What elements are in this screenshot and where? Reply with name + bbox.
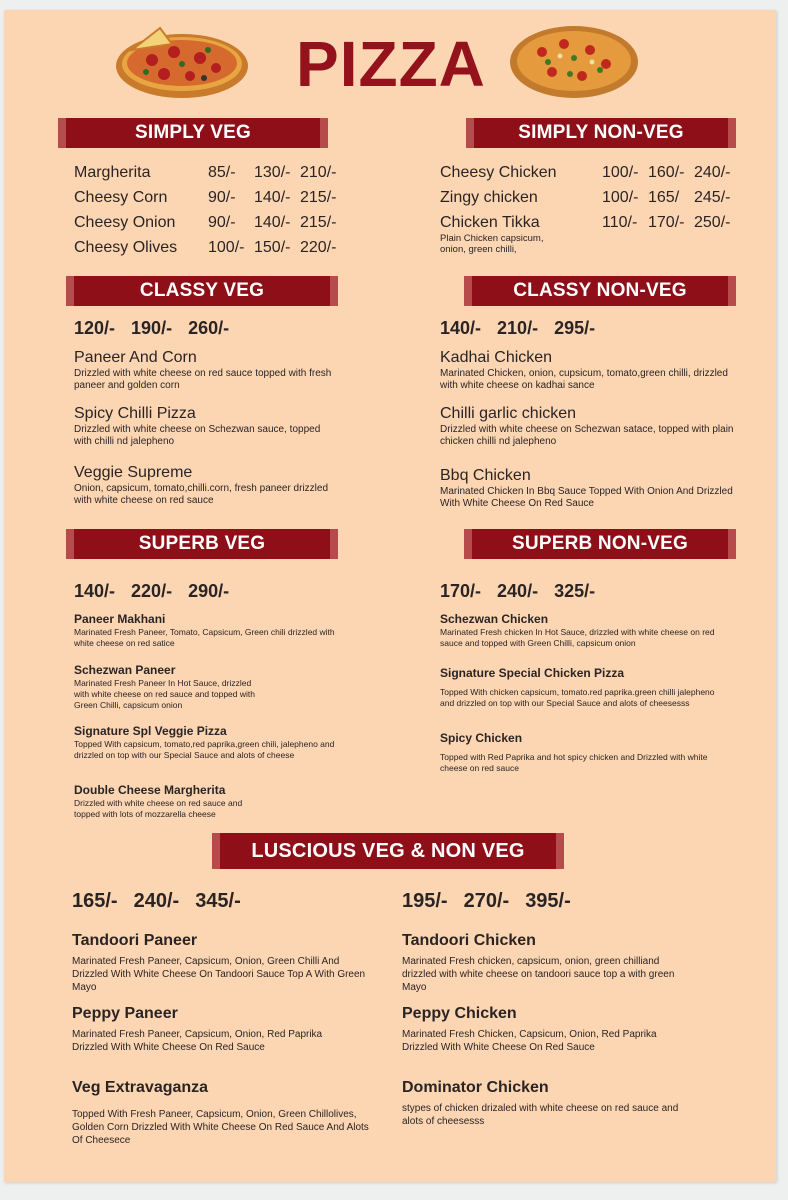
price-small: 90/- bbox=[208, 214, 236, 231]
classy-veg-item bbox=[74, 348, 364, 392]
superb-nonveg-item bbox=[440, 666, 715, 709]
item-name: Zingy chicken bbox=[440, 189, 538, 206]
item-description: Marinated Fresh Paneer, Tomato, Capsicum, Green chili drizzled with white cheese on red satice bbox=[74, 627, 335, 648]
price-medium: 165/ bbox=[648, 189, 680, 206]
luscious-nonveg-item bbox=[402, 1004, 687, 1054]
price-medium: 190/- bbox=[131, 318, 173, 338]
classy-veg-item bbox=[74, 404, 334, 448]
price-medium: 150/- bbox=[254, 239, 291, 256]
item-name: Veg Extravaganza bbox=[72, 1079, 209, 1096]
section-banner-simply-veg: SIMPLY VEG bbox=[58, 118, 328, 148]
superb-nonveg-prices bbox=[440, 581, 595, 602]
item-name: Spicy Chilli Pizza bbox=[74, 405, 196, 422]
item-description: Drizzled with white cheese on Schezwan satace, topped with plain chicken chilli nd jalepheno bbox=[440, 424, 734, 447]
item-name: Signature Special Chicken Pizza bbox=[440, 666, 625, 680]
price-large: 210/- bbox=[300, 164, 337, 181]
item-name: Dominator Chicken bbox=[402, 1079, 549, 1096]
price-large: 220/- bbox=[300, 239, 337, 256]
item-name: Paneer Makhani bbox=[74, 612, 166, 626]
price-medium: 140/- bbox=[254, 189, 291, 206]
item-name: Tandoori Paneer bbox=[72, 932, 198, 949]
price-large: 240/- bbox=[694, 164, 731, 181]
classy-veg-item bbox=[74, 463, 344, 507]
pizza-image-left bbox=[112, 22, 252, 102]
item-name: Margherita bbox=[74, 164, 151, 181]
price-large: 250/- bbox=[694, 214, 731, 231]
price-small: 110/- bbox=[602, 214, 638, 231]
superb-nonveg-item bbox=[440, 612, 715, 649]
luscious-veg-prices bbox=[72, 890, 241, 913]
price-small: 140/- bbox=[74, 581, 116, 601]
item-name: Chicken Tikka bbox=[440, 214, 540, 231]
price-large: 290/- bbox=[188, 581, 230, 601]
price-small: 140/- bbox=[440, 318, 482, 338]
price-small: 100/- bbox=[602, 189, 639, 206]
price-large: 325/- bbox=[554, 581, 596, 601]
section-banner-superb-nonveg: SUPERB NON-VEG bbox=[464, 529, 736, 559]
item-description: Onion, capsicum, tomato,chilli.corn, fresh paneer drizzled with white cheese on red sauce bbox=[74, 483, 329, 506]
section-banner-luscious: LUSCIOUS VEG & NON VEG bbox=[212, 833, 564, 869]
luscious-nonveg-item bbox=[402, 1078, 692, 1128]
item-description: Topped With capsicum, tomato,red paprika,green chili, jalepheno and drizzled on top with our Special Sauce and alots of cheese bbox=[74, 739, 335, 760]
item-description: Marinated Fresh Paneer, Capsicum, Onion, Red Paprika Drizzled With White Cheese On Red Sauce bbox=[72, 1029, 323, 1053]
menu-item-row bbox=[440, 185, 740, 210]
item-name: Cheesy Onion bbox=[74, 214, 176, 231]
item-name: Cheesy Corn bbox=[74, 189, 168, 206]
menu-item-row bbox=[74, 210, 346, 235]
price-large: 215/- bbox=[300, 189, 337, 206]
luscious-veg-item bbox=[72, 1004, 352, 1054]
price-small: 85/- bbox=[208, 164, 236, 181]
item-name: Chilli garlic chicken bbox=[440, 405, 577, 422]
classy-nonveg-item bbox=[440, 404, 750, 448]
item-description: Drizzled with white cheese on red sauce and topped with lots of mozzarella cheese bbox=[74, 798, 243, 819]
superb-veg-prices bbox=[74, 581, 229, 602]
price-medium: 130/- bbox=[254, 164, 291, 181]
classy-nonveg-item bbox=[440, 348, 740, 392]
item-name: Kadhai Chicken bbox=[440, 349, 553, 366]
menu-title: PIZZA bbox=[296, 28, 486, 100]
item-name: Paneer And Corn bbox=[74, 349, 197, 366]
item-name: Peppy Chicken bbox=[402, 1005, 517, 1022]
price-medium: 210/- bbox=[497, 318, 539, 338]
price-medium: 140/- bbox=[254, 214, 291, 231]
section-banner-simply-nonveg: SIMPLY NON-VEG bbox=[466, 118, 736, 148]
price-small: 120/- bbox=[74, 318, 116, 338]
item-description: Marinated Fresh chicken, capsicum, onion, green chilliand drizzled with white cheese on tandoori sauce top a with green Mayo bbox=[402, 956, 675, 993]
simply-veg-list bbox=[74, 160, 346, 260]
item-name: Veggie Supreme bbox=[74, 464, 193, 481]
superb-veg-item bbox=[74, 663, 259, 711]
price-large: 260/- bbox=[188, 318, 230, 338]
price-small: 100/- bbox=[208, 239, 245, 256]
section-banner-classy-nonveg: CLASSY NON-VEG bbox=[464, 276, 736, 306]
item-name: Spicy Chicken bbox=[440, 731, 523, 745]
item-name: Peppy Paneer bbox=[72, 1005, 178, 1022]
item-name: Tandoori Chicken bbox=[402, 932, 536, 949]
luscious-nonveg-prices bbox=[402, 890, 571, 913]
price-small: 90/- bbox=[208, 189, 236, 206]
price-small: 195/- bbox=[402, 890, 448, 912]
superb-veg-item bbox=[74, 724, 344, 761]
item-description: Marinated Fresh chicken In Hot Sauce, drizzled with white cheese on red sauce and topped with Green Chilli, capsicum onion bbox=[440, 627, 715, 648]
item-description: Drizzled with white cheese on red sauce topped with fresh paneer and golden corn bbox=[74, 368, 332, 391]
menu-item-row bbox=[440, 160, 740, 185]
classy-veg-prices bbox=[74, 318, 229, 339]
price-small: 165/- bbox=[72, 890, 118, 912]
item-description: Plain Chicken capsicum, onion, green chilli, bbox=[440, 233, 544, 255]
item-name: Bbq Chicken bbox=[440, 467, 531, 484]
classy-nonveg-prices bbox=[440, 318, 595, 339]
luscious-veg-item bbox=[72, 1078, 372, 1147]
price-medium: 240/- bbox=[133, 890, 180, 912]
section-banner-classy-veg: CLASSY VEG bbox=[66, 276, 338, 306]
item-description: Topped With Fresh Paneer, Capsicum, Onion, Green Chillolives, Golden Corn Drizzled With White Cheese On Red Sauce And Alots Of Cheesece bbox=[72, 1109, 369, 1146]
price-large: 345/- bbox=[195, 890, 241, 912]
price-medium: 160/- bbox=[648, 164, 685, 181]
price-large: 395/- bbox=[525, 890, 571, 912]
price-large: 295/- bbox=[554, 318, 596, 338]
classy-nonveg-item bbox=[440, 466, 740, 510]
price-medium: 220/- bbox=[131, 581, 173, 601]
superb-veg-item bbox=[74, 783, 264, 820]
item-description: stypes of chicken drizaled with white cheese on red sauce and alots of cheesesss bbox=[402, 1103, 679, 1127]
item-name: Schezwan Paneer bbox=[74, 663, 176, 677]
menu-item-row bbox=[74, 235, 346, 260]
item-description: Marinated Fresh Paneer, Capsicum, Onion, Green Chilli And Drizzled With White Cheese On Tandoori Sauce Top A With Green Mayo bbox=[72, 956, 366, 993]
pizza-image-right bbox=[504, 20, 644, 100]
price-medium: 270/- bbox=[463, 890, 510, 912]
price-large: 245/- bbox=[694, 189, 731, 206]
price-medium: 170/- bbox=[648, 214, 685, 231]
luscious-nonveg-item bbox=[402, 931, 682, 994]
item-description: Topped With chicken capsicum, tomato.red paprika.green chilli jalepheno and drizzled on top with our Special Sauce and alots of cheesesss bbox=[440, 687, 715, 708]
menu-item-row bbox=[74, 185, 346, 210]
luscious-veg-item bbox=[72, 931, 367, 994]
item-name: Double Cheese Margherita bbox=[74, 783, 226, 797]
section-banner-superb-veg: SUPERB VEG bbox=[66, 529, 338, 559]
item-description: Marinated Fresh Paneer In Hot Sauce, drizzled with white cheese on red sauce and topped with Green Chilli, capsicum onion bbox=[74, 678, 255, 710]
item-description: Marinated Chicken In Bbq Sauce Topped With Onion And Drizzled With White Cheese On Red Sauce bbox=[440, 486, 733, 509]
item-name: Cheesy Chicken bbox=[440, 164, 557, 181]
simply-nonveg-list bbox=[440, 160, 740, 255]
item-description: Topped with Red Paprika and hot spicy chicken and Drizzled with white cheese on red sauce bbox=[440, 752, 708, 773]
item-name: Cheesy Olives bbox=[74, 239, 178, 256]
item-description: Drizzled with white cheese on Schezwan sauce, topped with chilli nd jalepheno bbox=[74, 424, 321, 447]
menu-item-row bbox=[74, 160, 346, 185]
price-small: 170/- bbox=[440, 581, 482, 601]
price-small: 100/- bbox=[602, 164, 639, 181]
item-name: Schezwan Chicken bbox=[440, 612, 549, 626]
price-medium: 240/- bbox=[497, 581, 539, 601]
superb-nonveg-item bbox=[440, 731, 715, 774]
item-name: Signature Spl Veggie Pizza bbox=[74, 724, 227, 738]
superb-veg-item bbox=[74, 612, 344, 649]
item-description: Marinated Fresh Chicken, Capsicum, Onion, Red Paprika Drizzled With White Cheese On Red Sauce bbox=[402, 1029, 657, 1053]
item-description: Marinated Chicken, onion, cupsicum, tomato,green chilli, drizzled with white cheese on kadhai sance bbox=[440, 368, 728, 391]
menu-item-row bbox=[440, 210, 740, 235]
pizza-menu bbox=[4, 10, 776, 1182]
price-large: 215/- bbox=[300, 214, 337, 231]
